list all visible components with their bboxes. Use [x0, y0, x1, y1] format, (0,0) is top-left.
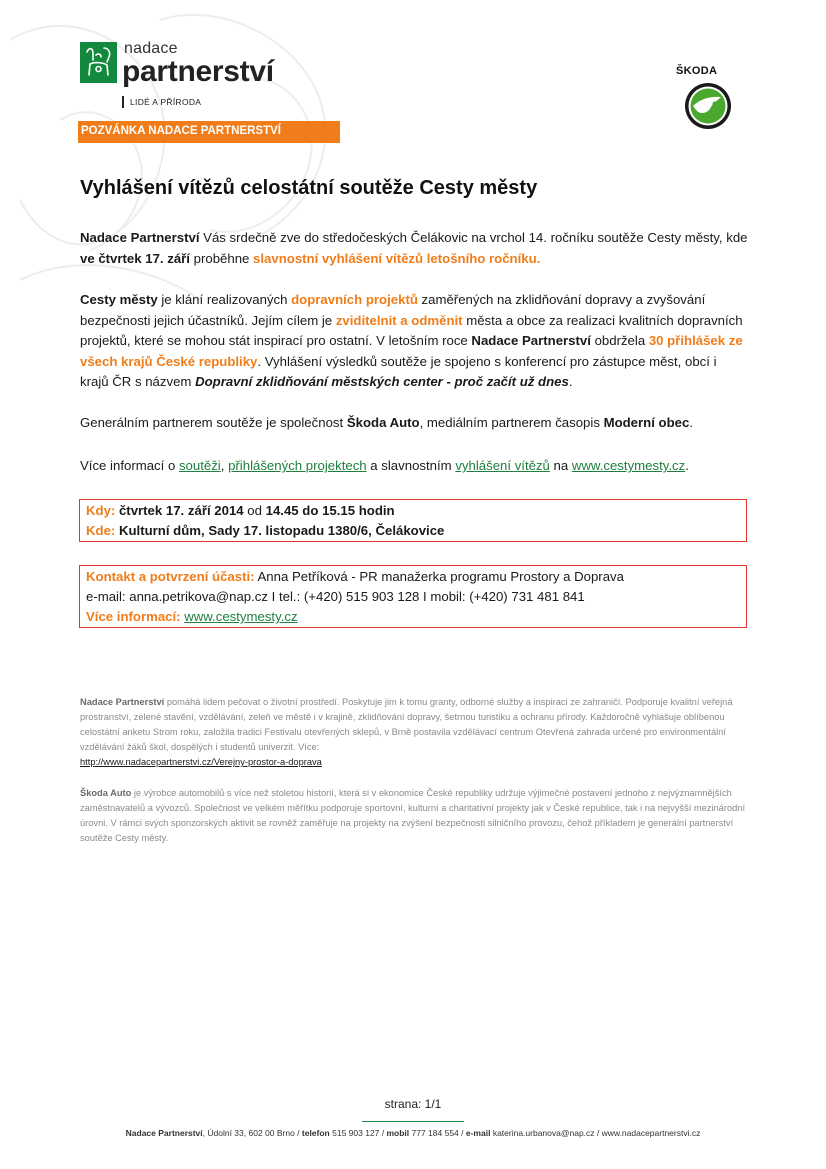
partners-paragraph	[80, 413, 748, 434]
text-span: a slavnostním	[366, 458, 456, 473]
highlight-text: dopravních projektů	[291, 292, 418, 307]
link-verejny-prostor[interactable]: http://www.nadacepartnerstvi.cz/Verejny-prostor-a-doprava	[80, 757, 322, 767]
skoda-logo-icon	[684, 82, 732, 130]
contact-label: Kontakt a potvrzení účasti:	[86, 569, 255, 584]
media-partner: Moderní obec	[603, 415, 690, 430]
event-details-box	[79, 499, 747, 542]
link-cestymesty[interactable]: www.cestymesty.cz	[571, 458, 686, 473]
text-span: proběhne	[189, 250, 254, 266]
where-line	[86, 521, 740, 541]
when-line	[86, 501, 740, 521]
conference-title: Dopravní zklidňování městských center - proč začít už dnes	[195, 374, 569, 389]
footer-mobil: 777 184 554 /	[409, 1128, 466, 1138]
footer-org: Nadace Partnerství	[125, 1128, 203, 1138]
logo-text-partnerstvi: partnerství	[122, 55, 274, 88]
text-span: na	[549, 458, 572, 473]
footer-email: katerina.urbanova@nap.cz / www.nadacepartnerstvi.cz	[490, 1128, 701, 1138]
logo-text-nadace: nadace	[124, 40, 178, 57]
note-org-name: Škoda Auto	[80, 788, 132, 798]
competition-paragraph	[80, 290, 748, 393]
text-span: od	[243, 503, 266, 518]
page-number: strana: 1/1	[384, 1097, 442, 1111]
watermark-logo	[0, 0, 420, 330]
competition-name: Cesty městy	[80, 292, 158, 307]
text-span: Vás srdečně zve do středočeských Čelákovic na vrchol 14. ročníku soutěže Cesty městy, kde	[199, 230, 748, 245]
logo-tagline: LIDÉ A PŘÍRODA	[130, 97, 202, 107]
text-span: .	[568, 374, 573, 389]
general-partner: Škoda Auto	[346, 415, 420, 430]
page-title: Vyhlášení vítězů celostátní soutěže Cesty městy	[80, 177, 538, 199]
text-span: , mediálním partnerem časopis	[419, 415, 604, 430]
highlight-text: zviditelnit a odměnit	[335, 312, 463, 328]
text-span: . Vyhlášení výsledků soutěže je spojeno s konferencí pro zástupce měst, obcí i krajů ČR s názvem	[80, 353, 717, 389]
link-cestymesty-contact[interactable]: www.cestymesty.cz	[184, 609, 298, 624]
about-skoda-note	[80, 786, 748, 846]
text-span: obdržela	[590, 333, 649, 348]
highlight-text: 30 přihlášek ze všech krajů České republiky	[80, 333, 743, 369]
event-date: ve čtvrtek 17. září	[80, 250, 190, 266]
highlight-text: slavnostní vyhlášení vítězů letošního ročníku.	[253, 250, 541, 266]
logo-divider	[122, 96, 124, 108]
link-soutezi[interactable]: soutěži	[178, 458, 221, 473]
when-time: 14.45 do 15.15 hodin	[265, 503, 395, 518]
where-value: Kulturní dům, Sady 17. listopadu 1380/6, Čelákovice	[115, 523, 445, 538]
text-span: .	[685, 458, 689, 473]
nadace-partnerstvi-logo-icon	[80, 42, 117, 83]
link-prihlasene-projekty[interactable]: přihlášených projektech	[228, 458, 367, 473]
text-span: zaměřených na zklidňování dopravy a zvyšování bezpečnosti jejich účastníků. Jejím cílem je	[80, 292, 706, 328]
more-info-paragraph	[80, 456, 748, 477]
more-info-label: Více informací:	[86, 609, 181, 624]
footer-divider	[362, 1121, 464, 1122]
footer-address: , Údolní 33, 602 00 Brno /	[202, 1128, 302, 1138]
about-nadace-note	[80, 695, 748, 770]
note-text: pomáhá lidem pečovat o životní prostředí. Poskytuje jim k tomu granty, odborné služby a inspiraci ze zahraničí. Podporuje kvalitní veřejná prostranství, zelené stavění, vzdělávání, zeleň ve městě i v krajině, zklidňování dopravy, šetrnou turistiku a ochranu přírody. Každoročně vyhlašuje oblíbenou celostátní anketu Strom roku, založila tradici Festivalu otevřených sklepů, v Brně postavila vzdělávací centrum Otevřená zahrada určené pro environmentální vzdělávání žáků škol, dospělých i studentů univerzit. Více:	[80, 697, 733, 752]
text-span: Generálním partnerem soutěže je společnost	[80, 415, 347, 430]
invitation-banner: POZVÁNKA NADACE PARTNERSTVÍ	[78, 121, 340, 143]
intro-paragraph	[80, 228, 748, 269]
footer-tel: 515 903 127 /	[329, 1128, 387, 1138]
footer-mobil-label: mobil	[386, 1128, 410, 1138]
more-info-line	[86, 607, 740, 627]
link-vyhlaseni-vitezu[interactable]: vyhlášení vítězů	[455, 458, 550, 473]
text-span: je klání realizovaných	[157, 292, 292, 307]
text-span: .	[689, 415, 693, 430]
contact-details: e-mail: anna.petrikova@nap.cz I tel.: (+420) 515 903 128 I mobil: (+420) 731 481 841	[86, 589, 585, 604]
text-span: Více informací o	[80, 458, 179, 473]
contact-box	[79, 565, 747, 628]
when-label: Kdy:	[86, 503, 116, 518]
footer-email-label: e-mail	[465, 1128, 491, 1138]
note-text: je výrobce automobilů s více než stoletou historií, která si v ekonomice České republiky udržuje výjimečné postavení jednoho z nejvýznamnějších zaměstnavatelů a vývozců. Společnost ve velkém měřítku podporuje sportovní, kulturní a charitativní projekty jak v České republice, tak i na nejvyšší mezinárodní úrovni. V rámci svých sponzorských aktivit se rovněž zaměřuje na projekty na zvýšení bezpečnosti silničního provozu, čehož příkladem je generální partnerství soutěže Cesty městy.	[80, 788, 746, 843]
footer-tel-label: telefon	[301, 1128, 330, 1138]
when-date: čtvrtek 17. září 2014	[115, 503, 244, 518]
text-span: ,	[220, 458, 229, 473]
text-span: města a obce za realizaci kvalitních dopravních projektů, které se mohou stát inspirací pro ostatní. V letošním roce	[80, 312, 743, 348]
skoda-wordmark: ŠKODA	[676, 65, 718, 77]
contact-line	[86, 567, 740, 587]
where-label: Kde:	[86, 523, 116, 538]
footer-contact-line	[0, 1128, 826, 1138]
org-name: Nadace Partnerství	[80, 230, 200, 245]
contact-person: Anna Petříková - PR manažerka programu Prostory a Doprava	[254, 569, 624, 584]
note-org-name: Nadace Partnerství	[80, 697, 165, 707]
org-name: Nadace Partnerství	[471, 333, 591, 348]
